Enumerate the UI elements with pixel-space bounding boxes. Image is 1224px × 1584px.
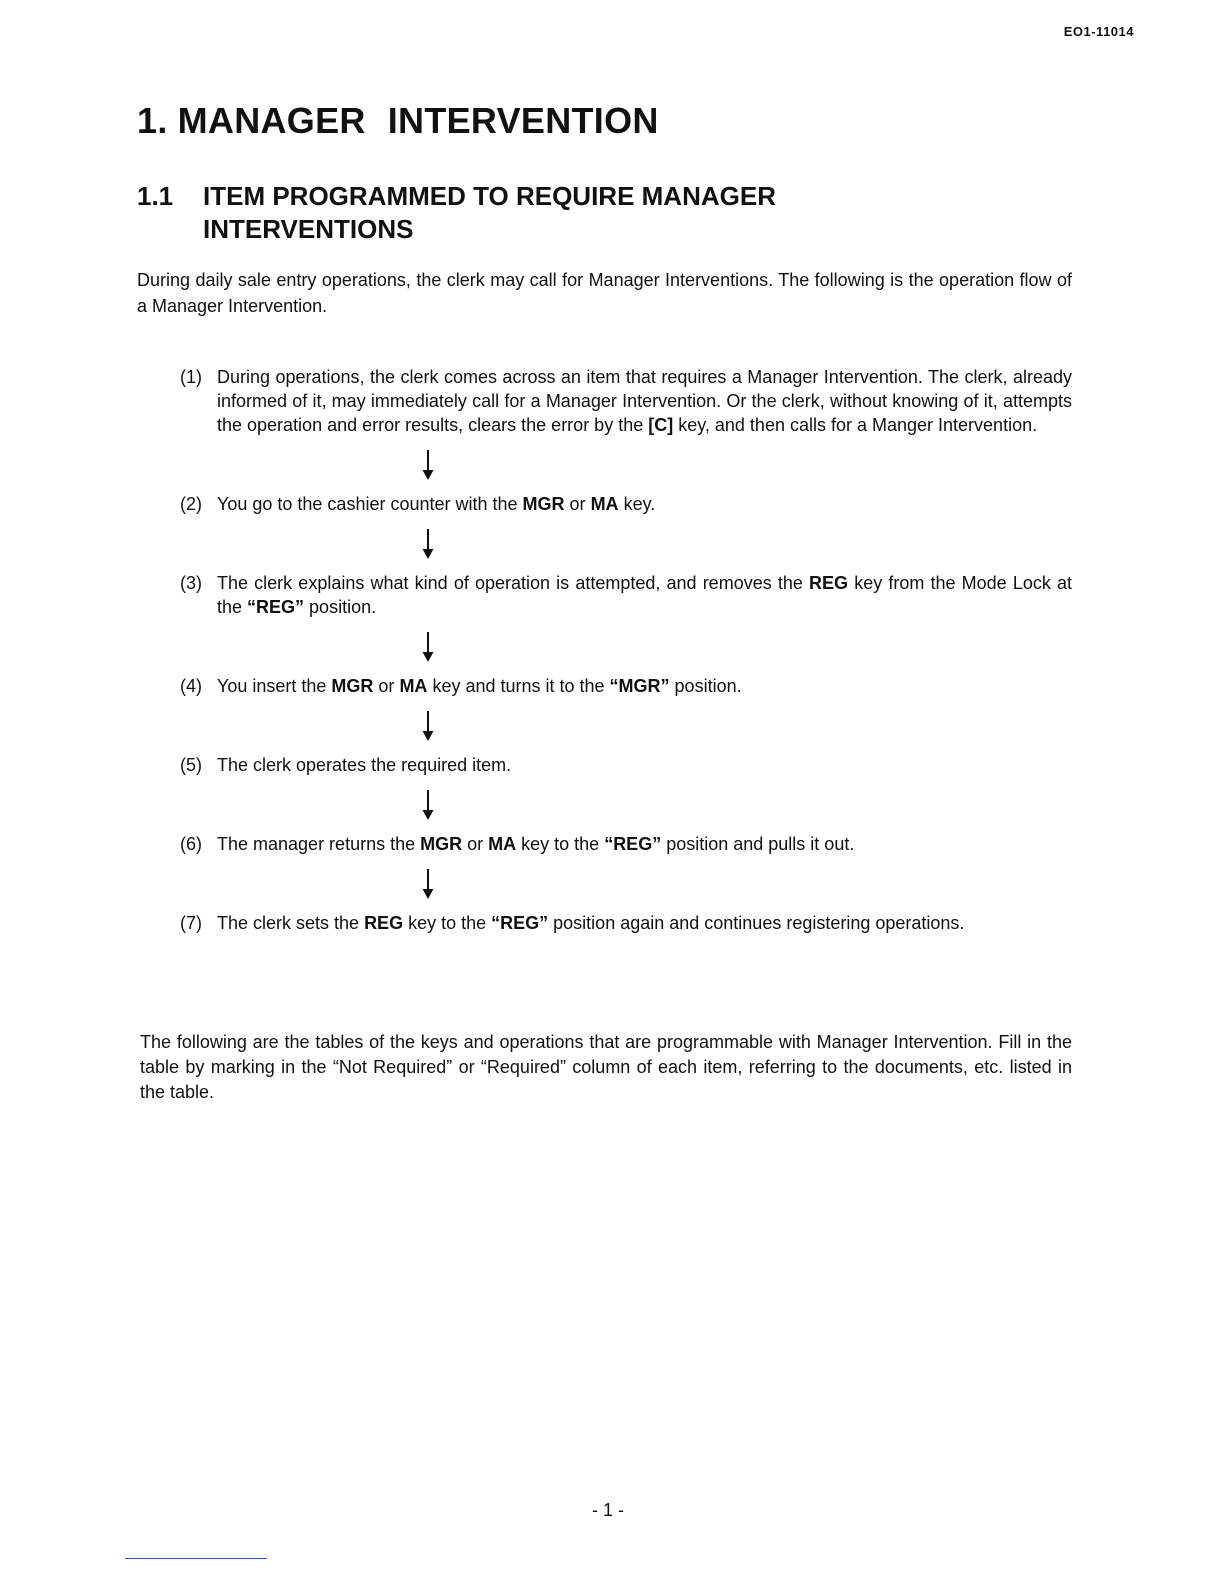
page-number: - 1 - bbox=[592, 1500, 625, 1520]
closing-paragraph: The following are the tables of the keys and operations that are programmable with Manager Intervention. Fill in the table by marking in the “Not Required” or “Required” column of each item, referring to the documents, etc. listed in the table. bbox=[140, 1032, 1072, 1102]
step-key-term: MA bbox=[399, 676, 428, 696]
step-text-run: key, and then calls for a Manger Intervention. bbox=[673, 415, 1038, 435]
flow-step bbox=[180, 571, 1072, 619]
step-text bbox=[217, 834, 854, 854]
step-number: (2) bbox=[180, 494, 202, 514]
step-text bbox=[217, 573, 1072, 617]
step-text-run: The clerk explains what kind of operation is attempted, and removes the bbox=[217, 573, 810, 593]
intro-paragraph: During daily sale entry operations, the clerk may call for Manager Interventions. The following is the operation flow of a Manager Intervention. bbox=[137, 270, 1072, 316]
step-key-term: REG bbox=[364, 913, 404, 933]
step-key-term: MA bbox=[590, 494, 619, 514]
step-text-run: or bbox=[462, 834, 489, 854]
step-text bbox=[217, 494, 655, 514]
step-text-run: position again and continues registering operations. bbox=[548, 913, 965, 933]
down-arrow-icon bbox=[418, 777, 438, 832]
step-text-run: The clerk sets the bbox=[217, 913, 365, 933]
down-arrow-icon bbox=[418, 698, 438, 753]
step-text-run: key to the bbox=[403, 913, 492, 933]
step-text bbox=[217, 913, 964, 933]
step-key-term: MA bbox=[488, 834, 517, 854]
flow-step bbox=[180, 492, 1072, 516]
step-text-run: You go to the cashier counter with the bbox=[217, 494, 523, 514]
footer-rule bbox=[125, 1558, 267, 1559]
step-number: (4) bbox=[180, 676, 202, 696]
step-key-term: “REG” bbox=[491, 913, 549, 933]
step-key-term: MGR bbox=[420, 834, 463, 854]
down-arrow-icon bbox=[418, 516, 438, 571]
step-text-run: or bbox=[373, 676, 400, 696]
flow-step bbox=[180, 753, 1072, 777]
section-heading bbox=[137, 180, 843, 246]
page-title bbox=[137, 100, 659, 142]
step-text bbox=[217, 755, 511, 775]
section-title: ITEM PROGRAMMED TO REQUIRE MANAGER INTERVENTIONS bbox=[203, 181, 776, 244]
step-key-term: “REG” bbox=[604, 834, 662, 854]
step-key-term: REG bbox=[809, 573, 849, 593]
step-text-run: or bbox=[564, 494, 591, 514]
title-word-2: INTERVENTION bbox=[387, 100, 659, 141]
document-id: EO1-11014 bbox=[1063, 24, 1134, 39]
step-number: (7) bbox=[180, 913, 202, 933]
step-text-run: During operations, the clerk comes across an item that requires a Manager Intervention. The clerk, already informed of it, may immediately call for a Manager Intervention. Or the clerk, without knowing of it, attempts the operation and error results, clears the error by the bbox=[217, 367, 1072, 435]
flow-step bbox=[180, 832, 1072, 856]
step-text-run: key and turns it to the bbox=[427, 676, 610, 696]
step-key-term: “MGR” bbox=[609, 676, 670, 696]
step-text-run: position and pulls it out. bbox=[661, 834, 855, 854]
down-arrow-icon bbox=[418, 437, 438, 492]
step-number: (6) bbox=[180, 834, 202, 854]
step-key-term: MGR bbox=[331, 676, 374, 696]
step-text bbox=[217, 676, 742, 696]
flow-step bbox=[180, 365, 1072, 437]
step-text-run: key. bbox=[618, 494, 656, 514]
down-arrow-icon bbox=[418, 856, 438, 911]
step-text-run: You insert the bbox=[217, 676, 332, 696]
step-number: (1) bbox=[180, 367, 202, 387]
down-arrow-icon bbox=[418, 619, 438, 674]
step-number: (5) bbox=[180, 755, 202, 775]
step-text-run: The manager returns the bbox=[217, 834, 421, 854]
step-text-run: position. bbox=[669, 676, 742, 696]
step-key-term: MGR bbox=[522, 494, 565, 514]
operation-flow bbox=[180, 365, 1072, 935]
section-number: 1.1 bbox=[137, 181, 174, 211]
step-text-run: position. bbox=[304, 597, 377, 617]
step-key-term: [C] bbox=[648, 415, 674, 435]
step-number: (3) bbox=[180, 573, 202, 593]
title-number: 1. bbox=[137, 100, 168, 141]
step-text-run: The clerk operates the required item. bbox=[217, 755, 512, 775]
step-text bbox=[217, 367, 1072, 435]
flow-step bbox=[180, 911, 1072, 935]
title-word-1: MANAGER bbox=[177, 100, 366, 141]
step-text-run: key to the bbox=[516, 834, 605, 854]
step-text-run: key from the Mode Lock at the bbox=[217, 573, 1072, 617]
flow-step bbox=[180, 674, 1072, 698]
step-key-term: “REG” bbox=[247, 597, 305, 617]
